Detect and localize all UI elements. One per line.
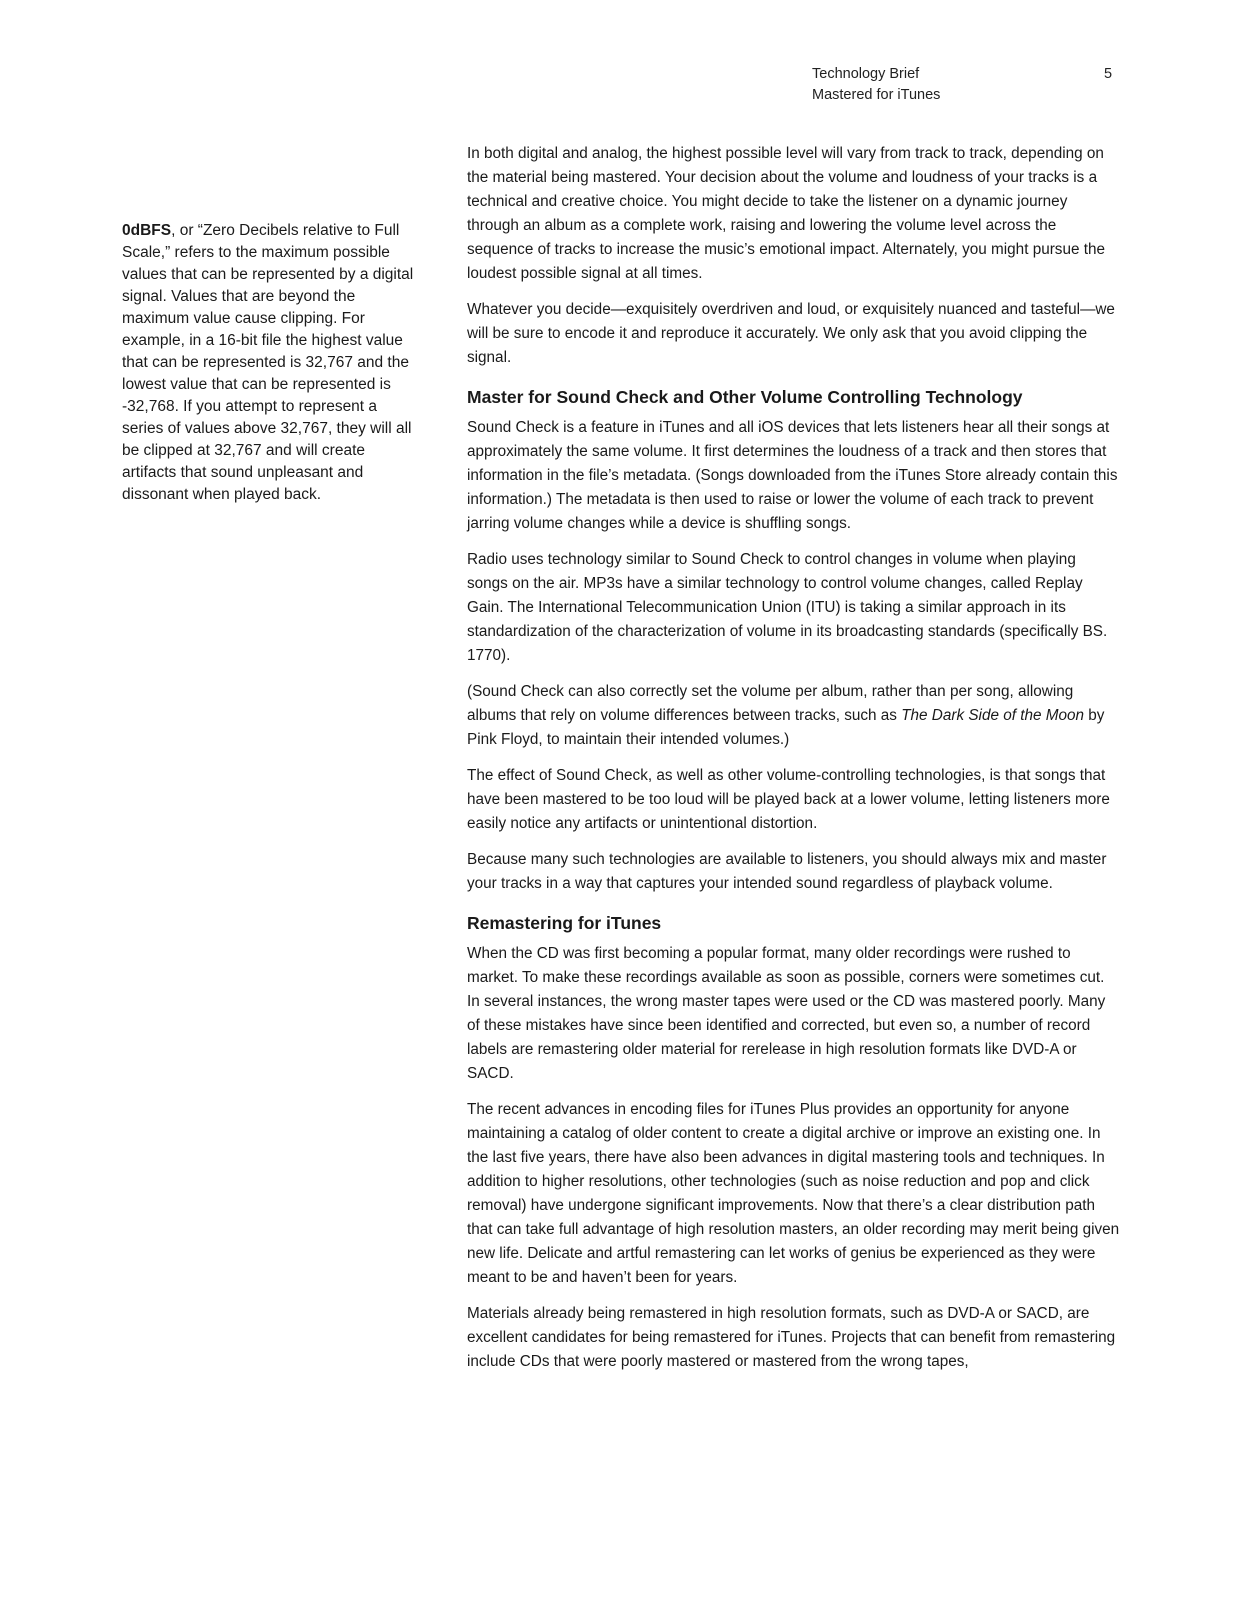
paragraph: Materials already being remastered in high resolution formats, such as DVD-A or SACD, are excellent candidates for being remastered for iTunes. Projects that can benefit from remastering include CDs that were poorly mastered or mastered from the wrong tapes, [467, 1305, 1116, 1370]
main-column [467, 142, 1120, 1386]
paragraph: Because many such technologies are available to listeners, you should always mix and master your tracks in a way that captures your intended sound regardless of playback volume. [467, 851, 1107, 892]
page-number: 5 [1104, 66, 1113, 82]
sidebar-definition: , or “Zero Decibels relative to Full Scale,” refers to the maximum possible values that can be represented by a digital signal. Values that are beyond the maximum value cause clipping. For example, in a 16-bit file the highest value that can be represented is 32,767 and the lowest value that can be represented is -32,768. If you attempt to represent a series of values above 32,767, they will all be clipped at 32,767 and will create artifacts that sound unpleasant and dissonant when played back. [122, 222, 414, 503]
paragraph: The effect of Sound Check, as well as other volume-controlling technologies, is that songs that have been mastered to be too loud will be played back at a lower volume, letting listeners more easily notice any artifacts or unintentional distortion. [467, 767, 1110, 832]
album-title: The Dark Side of the Moon [901, 707, 1085, 724]
running-header [812, 64, 940, 106]
sidebar-note [122, 220, 418, 506]
paragraph-text: by Pink Floyd, to maintain their intended volumes.) [467, 707, 1105, 748]
paragraph: Sound Check is a feature in iTunes and all iOS devices that lets listeners hear all their songs at approximately the same volume. It first determines the loudness of a track and then stores that information in the file’s metadata. (Songs downloaded from the iTunes Store already contain this information.) The metadata is then used to raise or lower the volume of each track to prevent jarring volume changes while a device is shuffling songs. [467, 419, 1118, 532]
paragraph-text: (Sound Check can also correctly set the volume per album, rather than per song, allowing albums that rely on volume differences between tracks, such as [467, 683, 1074, 724]
sidebar-term: 0dBFS [122, 222, 172, 239]
header-doc-title: Mastered for iTunes [812, 87, 941, 103]
section-heading-remastering: Remastering for iTunes [467, 913, 662, 933]
section-heading-sound-check: Master for Sound Check and Other Volume Controlling Technology [467, 387, 1023, 407]
paragraph [467, 680, 1120, 752]
header-doc-type: Technology Brief [812, 66, 920, 82]
paragraph: Whatever you decide—exquisitely overdriven and loud, or exquisitely nuanced and tasteful—we will be sure to encode it and reproduce it accurately. We only ask that you avoid clipping the signal. [467, 301, 1115, 366]
paragraph: When the CD was first becoming a popular format, many older recordings were rushed to market. To make these recordings available as soon as possible, corners were sometimes cut. In several instances, the wrong master tapes were used or the CD was mastered poorly. Many of these mistakes have since been identified and corrected, but even so, a number of record labels are remastering older material for rerelease in high resolution formats like DVD-A or SACD. [467, 945, 1106, 1082]
paragraph: Radio uses technology similar to Sound Check to control changes in volume when playing songs on the air. MP3s have a similar technology to control volume changes, called Replay Gain. The International Telecommunication Union (ITU) is taking a similar approach in its standardization of the characterization of volume in its broadcasting standards (specifically BS. 1770). [467, 551, 1108, 664]
paragraph: The recent advances in encoding files for iTunes Plus provides an opportunity for anyone maintaining a catalog of older content to create a digital archive or improve an existing one. In the last five years, there have also been advances in digital mastering tools and techniques. In addition to higher resolutions, other technologies (such as noise reduction and pop and click removal) have undergone significant improvements. Now that there’s a clear distribution path that can take full advantage of high resolution masters, an older recording may merit being given new life. Delicate and artful remastering can let works of genius be experienced as they were meant to be and haven’t been for years. [467, 1101, 1120, 1286]
paragraph: In both digital and analog, the highest possible level will vary from track to track, depending on the material being mastered. Your decision about the volume and loudness of your tracks is a technical and creative choice. You might decide to take the listener on a dynamic journey through an album as a complete work, raising and lowering the volume level across the sequence of tracks to increase the music’s emotional impact. Alternately, you might pursue the loudest possible signal at all times. [467, 145, 1105, 282]
